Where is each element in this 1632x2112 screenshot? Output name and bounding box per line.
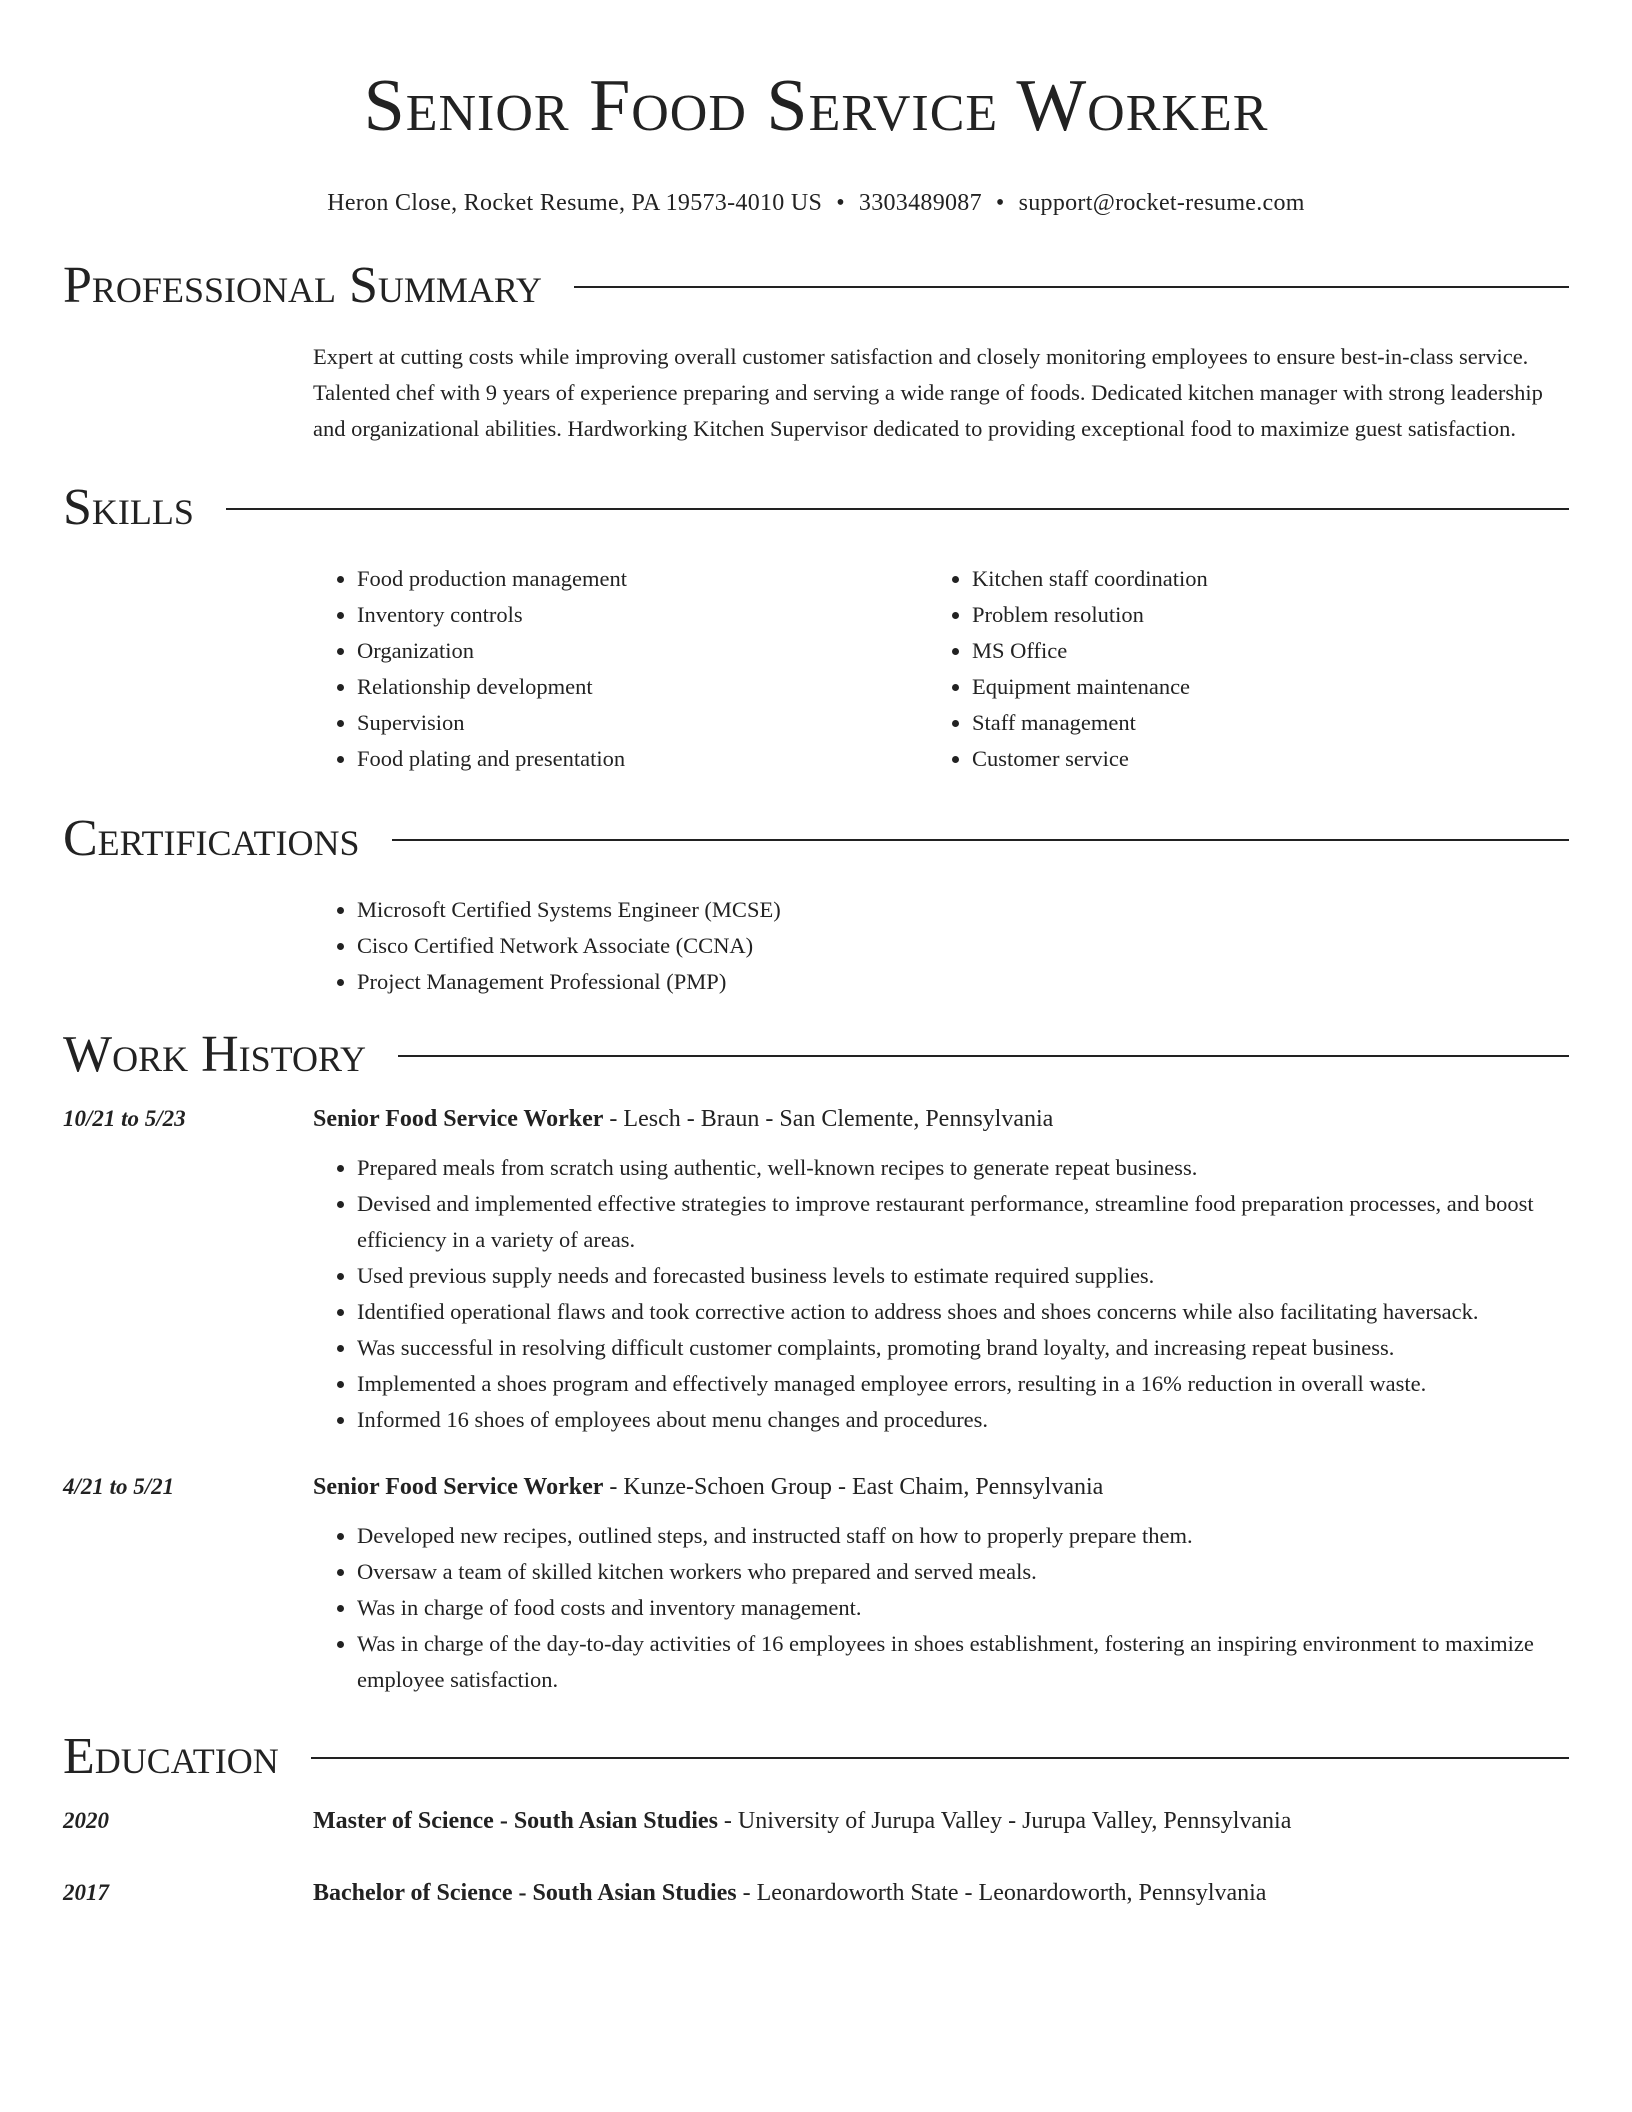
certifications-header [63,808,1569,870]
job-bullet: • Devised and implemented effective strategies to improve restaurant performance, streamline food preparation processes, and boost efficiency in a variety of areas. [357,1186,1569,1258]
education-degree: Bachelor of Science - South Asian Studies [313,1880,737,1906]
section-divider [392,839,1569,841]
education-section [63,1726,1569,1910]
work-history-header [63,1024,1569,1086]
skill-item: • MS Office [972,633,1543,669]
education-degree: Master of Science - South Asian Studies [313,1808,718,1834]
skill-item: • Food production management [357,561,928,597]
job-bullet: • Was in charge of the day-to-day activities of 16 employees in shoes establishment, fostering an inspiring environment to maximize employee satisfaction. [357,1626,1569,1698]
skill-item: • Problem resolution [972,597,1543,633]
certifications-body [63,892,1569,1000]
certification-item: • Project Management Professional (PMP) [357,964,1569,1000]
job-details: - Kunze-Schoen Group - East Chaim, Pennsylvania [603,1474,1104,1500]
job-title: Senior Food Service Worker [313,1474,604,1500]
summary-section [63,255,1569,447]
section-divider [574,286,1569,288]
job-bullet: • Prepared meals from scratch using authentic, well-known recipes to generate repeat business. [357,1150,1569,1186]
skills-body [63,561,1569,777]
section-divider [311,1757,1569,1759]
skill-item: • Equipment maintenance [972,669,1543,705]
job-header [63,1470,1569,1504]
skill-item: • Kitchen staff coordination [972,561,1543,597]
job-bullet: • Was in charge of food costs and inventory management. [357,1590,1569,1626]
skill-item: • Customer service [972,741,1543,777]
summary-text: Expert at cutting costs while improving overall customer satisfaction and closely monitoring employees to ensure best-in-class service. Talented chef with 9 years of experience preparing and serving a wide range of foods. Dedicated kitchen manager with strong leadership and organizational abilities. Hardworking Kitchen Supervisor dedicated to providing exceptional food to maximize guest satisfaction. [313,344,1543,441]
education-details: - Leonardoworth State - Leonardoworth, Pennsylvania [736,1880,1267,1906]
resume-name: Senior Food Service Worker [363,65,1269,147]
skill-item: • Organization [357,633,928,669]
section-divider [226,508,1569,510]
skill-item: • Supervision [357,705,928,741]
job-bullet: • Used previous supply needs and forecasted business levels to estimate required supplies. [357,1258,1569,1294]
job-dates: 10/21 to 5/23 [63,1106,186,1131]
work-history-title: Work History [63,1026,367,1083]
skills-list-right [928,561,1543,777]
job-dates: 4/21 to 5/21 [63,1474,175,1499]
contact-address: Heron Close, Rocket Resume, PA 19573-4010 US [327,190,823,216]
job-bullet: • Informed 16 shoes of employees about menu changes and procedures. [357,1402,1569,1438]
job-bullet: • Identified operational flaws and took corrective action to address shoes and shoes concerns while also facilitating haversack. [357,1294,1569,1330]
skill-item: • Staff management [972,705,1543,741]
job-bullet: • Was successful in resolving difficult customer complaints, promoting brand loyalty, and increasing repeat business. [357,1330,1569,1366]
job-bullets [63,1150,1569,1438]
job-details: - Lesch - Braun - San Clemente, Pennsylvania [603,1106,1054,1132]
summary-header [63,255,1569,317]
job-bullet: • Developed new recipes, outlined steps, and instructed staff on how to properly prepare them. [357,1518,1569,1554]
education-details: - University of Jurupa Valley - Jurupa Valley, Pennsylvania [717,1808,1292,1834]
job-heading [313,1470,1569,1504]
work-history-section [63,1024,1569,1698]
job-bullet-list [313,1150,1569,1438]
certifications-title: Certifications [63,810,360,867]
job-bullet: • Implemented a shoes program and effectively managed employee errors, resulting in a 16% reduction in overall waste. [357,1366,1569,1402]
education-heading [313,1804,1569,1838]
education-header [63,1726,1569,1788]
skills-column-right [928,561,1543,777]
contact-email: support@rocket-resume.com [1018,190,1305,216]
job-bullet-list [313,1518,1569,1698]
summary-body [63,339,1569,447]
certification-item: • Microsoft Certified Systems Engineer (MCSE) [357,892,1569,928]
skills-title: Skills [63,479,194,536]
skill-item: • Food plating and presentation [357,741,928,777]
certification-item: • Cisco Certified Network Associate (CCNA) [357,928,1569,964]
contact-phone: 3303489087 [858,190,982,216]
job-title: Senior Food Service Worker [313,1106,604,1132]
skills-section [63,477,1569,777]
contact-line [63,188,1569,218]
education-title: Education [63,1728,279,1785]
certifications-section [63,808,1569,1000]
certifications-list [313,892,1569,1000]
skills-grid [313,561,1569,777]
education-year: 2017 [63,1880,109,1905]
contact-separator: • [995,190,1005,216]
education-heading [313,1876,1569,1910]
contact-separator: • [836,190,845,216]
job-entry [63,1102,1569,1438]
education-year: 2020 [63,1808,109,1833]
education-entry [63,1804,1569,1838]
education-entry [63,1876,1569,1910]
job-entry [63,1470,1569,1698]
job-header [63,1102,1569,1136]
skills-header [63,477,1569,539]
job-bullet: • Oversaw a team of skilled kitchen workers who prepared and served meals. [357,1554,1569,1590]
job-bullets [63,1518,1569,1698]
summary-title: Professional Summary [63,257,542,314]
skill-item: • Inventory controls [357,597,928,633]
skill-item: • Relationship development [357,669,928,705]
skills-column-left [313,561,928,777]
skills-list-left [313,561,928,777]
section-divider [398,1055,1569,1057]
job-heading [313,1102,1569,1136]
